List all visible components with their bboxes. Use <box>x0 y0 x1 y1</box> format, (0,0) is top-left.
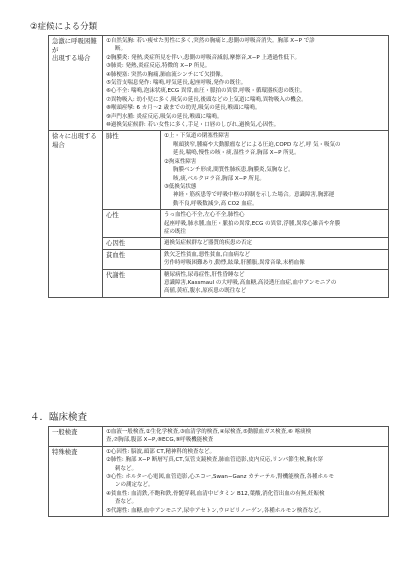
group-items-cardiac <box>161 210 389 238</box>
text-line: 断。 <box>115 46 127 53</box>
text-line: ①心因性: 脳波,頭部 CT,精神科的検査など。 <box>106 448 215 455</box>
category-label-line: 出現する場合 <box>52 54 91 63</box>
text-line: ①血液一般検査,②生化学検査,③血清学的検査,④尿検査,⑤動脈血ガス検査,⑥ 喀痰検 <box>106 429 312 435</box>
subcategory-pulmonary: 肺性 <box>103 131 161 210</box>
text-line: ⑦異物吸入: 幼小児に多く,吸気の延長,後頭などの上気道に喘鳴,異物吸入の機会。 <box>106 96 307 103</box>
text-line: ⑧喉頭痙攣: 6 カ月〜2 歳までの幼児,吸気の延長,喉頭に喘鳴。 <box>106 105 261 112</box>
acute-items-cell <box>103 36 389 131</box>
text-line: 刺など。 <box>115 465 138 472</box>
general-tests-items-cell <box>103 427 389 447</box>
category-label-line: 急激に呼吸困難が <box>52 37 97 54</box>
text-line: 過換気症候群など器質的疾患の否定 <box>164 240 253 247</box>
table-row-acute <box>49 36 389 131</box>
text-line: ③肺炎: 発熱,炎症反応,特徴的 X−P 所見。 <box>106 63 211 70</box>
text-line: ンの測定など。 <box>115 482 154 489</box>
text-line: 査,⑦胸部,腹部 X−P,⑧ECG,⑨呼吸機能検査 <box>106 437 214 444</box>
text-line: ②胸膜炎: 発熱,炎症所見を伴い,患側の呼吸音減弱,摩擦音,X−P 上透過性低下。 <box>106 54 300 61</box>
text-line: 労作時呼吸困難あり,動悸,眩暈,肝腫脹,異常音暈,末梢血像 <box>164 260 305 267</box>
text-line: ⑨声門水腫: 炎症反応,吸気の延長,喉頭に喘鳴。 <box>106 113 223 120</box>
text-line: 糖尿病性,尿毒症性,肝性昏睡など <box>164 271 245 278</box>
table-row-gradual-pulmonary <box>49 131 389 210</box>
text-line: ③低換気状態 <box>164 183 197 190</box>
text-line: ①上・下気道の閉塞性障害 <box>164 133 230 140</box>
symptom-classification-table <box>48 35 389 298</box>
group-items-pulmonary <box>161 131 389 210</box>
text-line: 喉頭狭窄,腫瘍や大動脈瘤などによる圧迫,COPD など,呼 気・吸気の <box>173 141 341 148</box>
clinical-tests-table <box>48 426 389 517</box>
table-row-general-tests <box>49 427 389 447</box>
subcategory-cardiac: 心性 <box>103 210 161 238</box>
text-line: 高値,黄疸,腹水,原疾患の既往など <box>164 288 247 295</box>
text-line: ③心性: ホルター心電図,血管造影,心エコー,Swan−Ganz カテーテル,腎機能検査,各種ホルモ <box>106 474 334 481</box>
text-line: 動不良,呼吸数減少,高 CO2 血症。 <box>173 200 258 207</box>
category-cell-general-tests: 一般検査 <box>49 427 103 447</box>
section-title-symptom-classification: ②症候による分類 <box>30 22 98 32</box>
category-cell-special-tests: 特殊検査 <box>49 446 103 516</box>
text-line: 意識障害,Kassmaul の大呼吸,高血糖,高浸透圧血症,血中アンモニアの <box>164 279 337 286</box>
category-cell-acute <box>49 36 103 131</box>
text-line: 起座呼吸,肺水腫,血圧・脈拍の異常,ECG の異常,浮腫,異常心雑音や弁膜 <box>164 220 341 227</box>
text-line: ②肺性: 胸部 X−P 断層写真,CT,気管支鏡検査,肺血管造影,皮内反応,リンパ節生検,胸水穿 <box>106 457 324 464</box>
group-items-anemic <box>161 249 389 269</box>
subcategory-anemic: 貧血性 <box>103 249 161 269</box>
subcategory-metabolic: 代謝性 <box>103 269 161 297</box>
table-row-special-tests <box>49 446 389 516</box>
text-line: 症の既往 <box>164 228 187 235</box>
text-line: ②拘束性障害 <box>164 158 197 165</box>
text-line: うっ血性心不全,左心不全,肺性心 <box>164 212 245 219</box>
group-items-metabolic <box>161 269 389 297</box>
group-items-psychogenic <box>161 238 389 249</box>
subcategory-psychogenic: 心因性 <box>103 238 161 249</box>
text-line: ④貧血性: 血清鉄,不飽和鉄,骨髄穿刺,血清中ビタミン B12,葉酸,消化管出血の有無,妊娠検 <box>106 490 325 497</box>
text-line: 胸膜ベンチ形成,間質性肺疾患,胸膜炎,気胸など。 <box>173 167 294 174</box>
text-line: 査など。 <box>115 499 138 506</box>
text-line: ⑤代謝性: 血糖,血中アンモニア,尿中アセトン,ウロビリノーゲン,各種ホルモン検査など。 <box>106 507 325 514</box>
text-line: 神経・筋疾患等で呼吸中枢の抑制を示した場合。意識障害,胸郭運 <box>173 192 335 199</box>
special-tests-items-cell <box>103 446 389 516</box>
text-line: ④肺梗塞: 突然の胸痛,肺血流シンチにて欠損像。 <box>106 71 227 78</box>
text-line: ⑥心不全: 喘鳴,泡沫状痰,ECG 異常,血圧・脈拍の異常,呼吸・循環器疾患の既往。 <box>106 88 306 95</box>
text-line: ⑤気管支喘息発作: 喘鳴,呼気延長,起座呼吸,発作の既往。 <box>106 80 247 87</box>
text-line: 鉄欠乏性貧血,悪性貧血,白血病など <box>164 251 250 258</box>
text-line: ⑩過換気症候群: 若い女性に多く,手足・口唇のしびれ,過換気,心因性。 <box>106 122 280 129</box>
category-cell-gradual: 徐々に出現する場合 <box>49 131 103 297</box>
section-title-clinical-tests: ４．臨床検査 <box>30 412 88 423</box>
text-line: 延長,喘鳴,慢性の咳・痰,湿性ラ音,胸部 X−P 所見。 <box>173 150 300 157</box>
text-line: 咳,痰,ベルクロラ音,胸部 X−P 所見。 <box>173 175 265 182</box>
text-line: ①自然気胸: 若い痩せた男性に多く,突然の胸痛と,患側の呼吸音消失。胸部 X−P で診 <box>106 38 315 44</box>
